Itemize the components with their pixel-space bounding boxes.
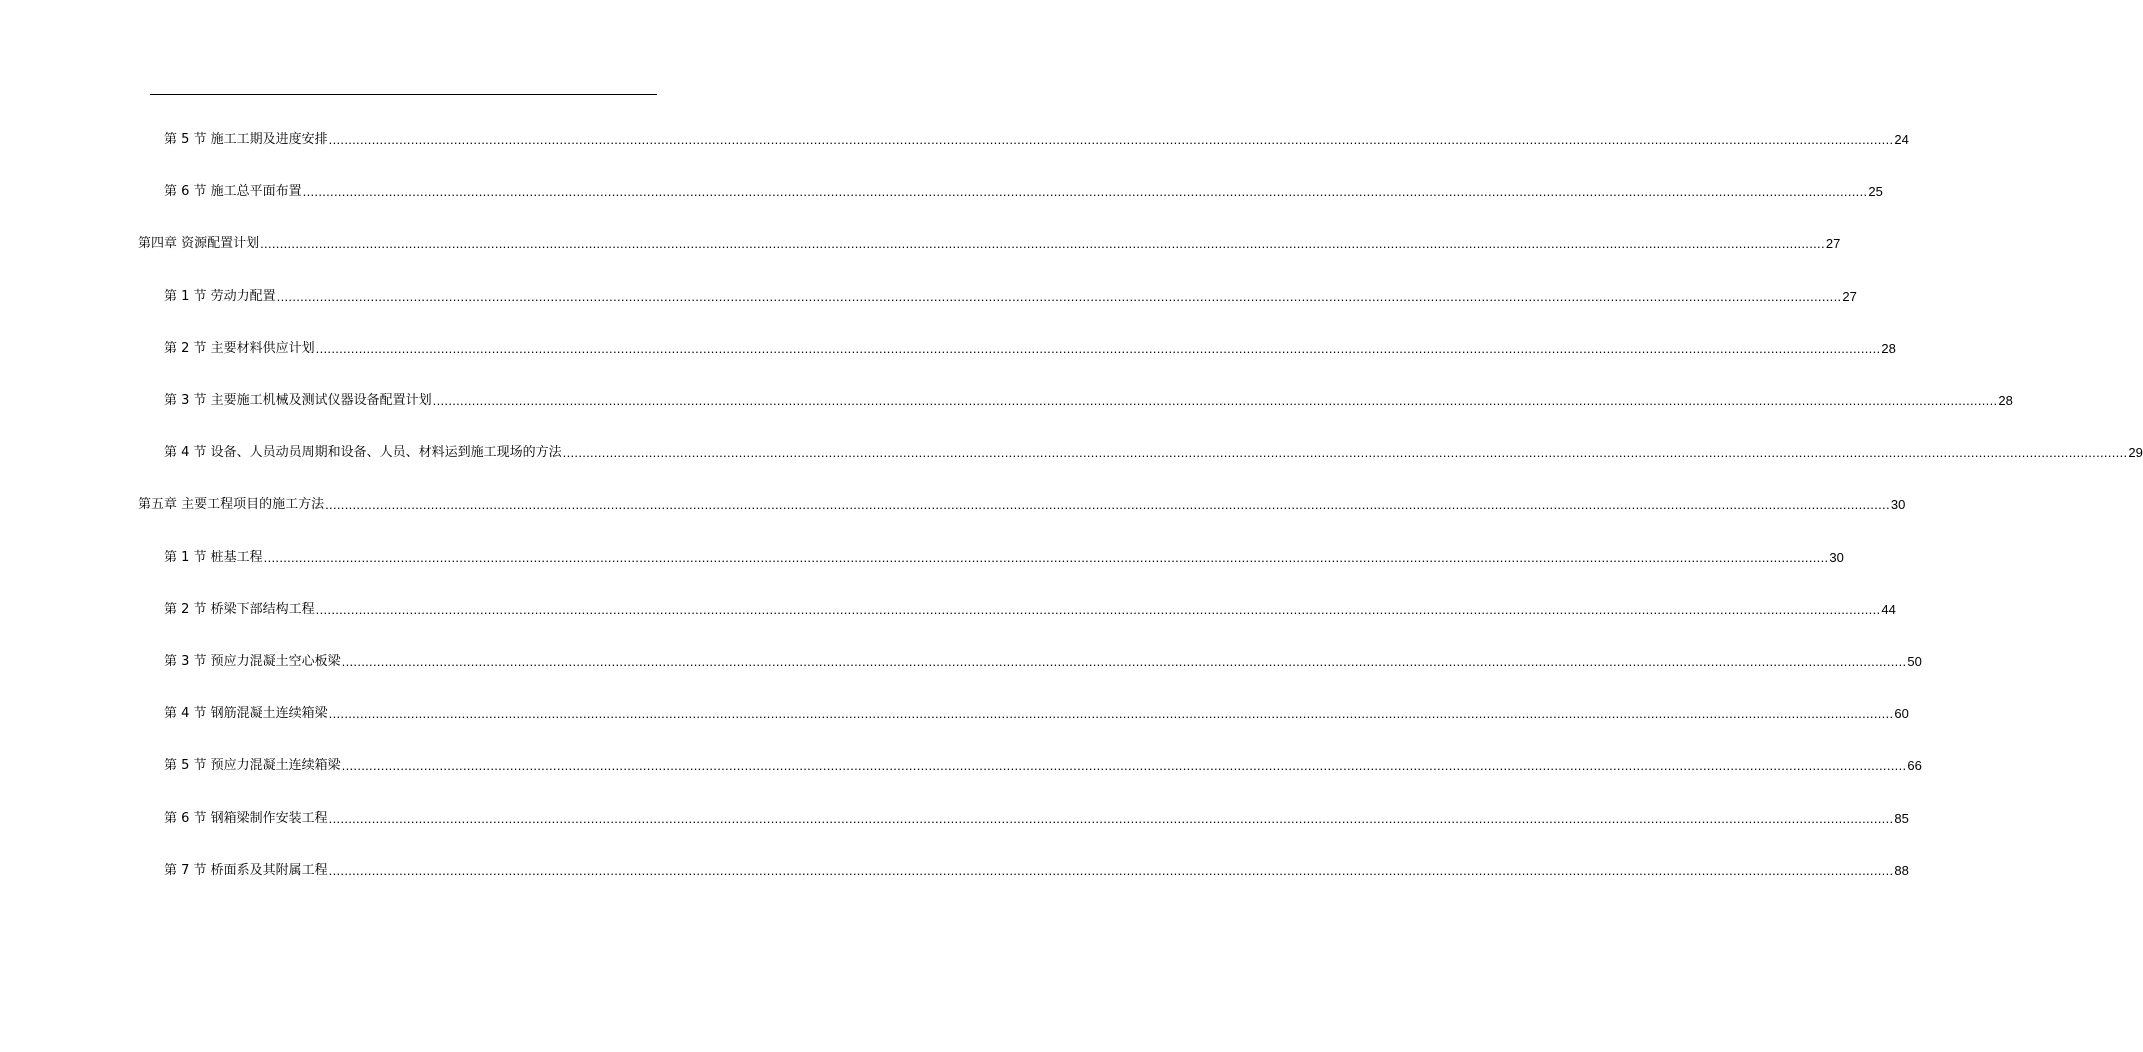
toc-section-entry[interactable] (164, 441, 2143, 461)
toc-page-number: 29 (2128, 445, 2143, 461)
toc-entry-label: 第 4 节 设备、人员动员周期和设备、人员、材料运到施工现场的方法 (164, 445, 562, 461)
toc-entry-label: 第 4 节 钢筋混凝土连续箱梁 (164, 706, 328, 722)
toc-section-entry[interactable] (164, 598, 1896, 618)
toc-section-entry[interactable] (164, 128, 1909, 148)
toc-dot-leader: ................................................................................................................................................................................................................................................................................................................................................................................................................ (328, 862, 1894, 878)
toc-dot-leader: ................................................................................................................................................................................................................................................................................................................................................................................................................ (432, 393, 1998, 408)
toc-section-entry[interactable] (164, 754, 1922, 774)
toc-page-number: 60 (1894, 706, 1909, 722)
toc-section-entry[interactable] (164, 285, 1857, 305)
toc-entry-label: 第 1 节 桩基工程 (164, 549, 263, 565)
toc-page-number: 24 (1894, 132, 1909, 147)
toc-page-number: 27 (1825, 236, 1841, 252)
toc-entry-label: 第 2 节 主要材料供应计划 (164, 340, 315, 356)
toc-dot-leader: ................................................................................................................................................................................................................................................................................................................................................................................................................ (341, 758, 1907, 774)
toc-chapter-entry[interactable] (138, 232, 1841, 252)
toc-entry-label: 第 7 节 桥面系及其附属工程 (164, 862, 328, 878)
toc-section-entry[interactable] (164, 180, 1883, 200)
toc-dot-leader: ................................................................................................................................................................................................................................................................................................................................................................................................................ (260, 236, 1825, 252)
toc-page-number: 88 (1894, 862, 1909, 878)
toc-entry-label: 第 5 节 预应力混凝土连续箱梁 (164, 758, 341, 774)
toc-section-entry[interactable] (164, 337, 1896, 357)
toc-entry-label: 第 6 节 施工总平面布置 (164, 184, 302, 200)
toc-dot-leader: ................................................................................................................................................................................................................................................................................................................................................................................................................ (328, 132, 1894, 147)
toc-dot-leader: ................................................................................................................................................................................................................................................................................................................................................................................................................ (276, 288, 1842, 304)
toc-page-number: 85 (1894, 810, 1909, 826)
toc-dot-leader: ................................................................................................................................................................................................................................................................................................................................................................................................................ (341, 654, 1907, 669)
toc-entry-label: 第 3 节 主要施工机械及测试仪器设备配置计划 (164, 393, 432, 408)
toc-entry-label: 第 2 节 桥梁下部结构工程 (164, 601, 315, 617)
toc-dot-leader: ................................................................................................................................................................................................................................................................................................................................................................................................................ (328, 706, 1894, 722)
toc-entry-label: 第五章 主要工程项目的施工方法 (138, 497, 325, 513)
toc-page-number: 30 (1890, 497, 1906, 513)
toc-page-number: 28 (1881, 340, 1896, 356)
toc-chapter-entry[interactable] (138, 493, 1906, 513)
toc-dot-leader: ................................................................................................................................................................................................................................................................................................................................................................................................................ (263, 549, 1829, 565)
toc-dot-leader: ................................................................................................................................................................................................................................................................................................................................................................................................................ (302, 184, 1868, 200)
toc-page-number: 66 (1907, 758, 1922, 774)
toc-page-number: 25 (1868, 184, 1883, 200)
toc-page-number: 30 (1829, 549, 1844, 565)
toc-page-number: 27 (1842, 288, 1857, 304)
toc-section-entry[interactable] (164, 702, 1909, 722)
toc-entry-label: 第 3 节 预应力混凝土空心板梁 (164, 654, 341, 669)
toc-page-number: 28 (1998, 393, 2013, 408)
toc-dot-leader: ................................................................................................................................................................................................................................................................................................................................................................................................................ (325, 497, 1890, 513)
toc-section-entry[interactable] (164, 650, 1922, 670)
toc-section-entry[interactable] (164, 859, 1909, 879)
toc-entry-label: 第 1 节 劳动力配置 (164, 288, 276, 304)
toc-page-number: 50 (1907, 654, 1922, 669)
toc-dot-leader: ................................................................................................................................................................................................................................................................................................................................................................................................................ (328, 810, 1894, 826)
toc-page-number: 44 (1881, 601, 1896, 617)
toc-entry-label: 第四章 资源配置计划 (138, 236, 260, 252)
toc-section-entry[interactable] (164, 389, 2013, 409)
toc-dot-leader: ................................................................................................................................................................................................................................................................................................................................................................................................................ (315, 601, 1881, 617)
toc-section-entry[interactable] (164, 807, 1909, 827)
toc-entry-label: 第 5 节 施工工期及进度安排 (164, 132, 328, 147)
toc-dot-leader: ................................................................................................................................................................................................................................................................................................................................................................................................................ (562, 445, 2128, 461)
toc-entry-label: 第 6 节 钢箱梁制作安装工程 (164, 810, 328, 826)
toc-section-entry[interactable] (164, 546, 1844, 566)
toc-dot-leader: ................................................................................................................................................................................................................................................................................................................................................................................................................ (315, 340, 1881, 356)
